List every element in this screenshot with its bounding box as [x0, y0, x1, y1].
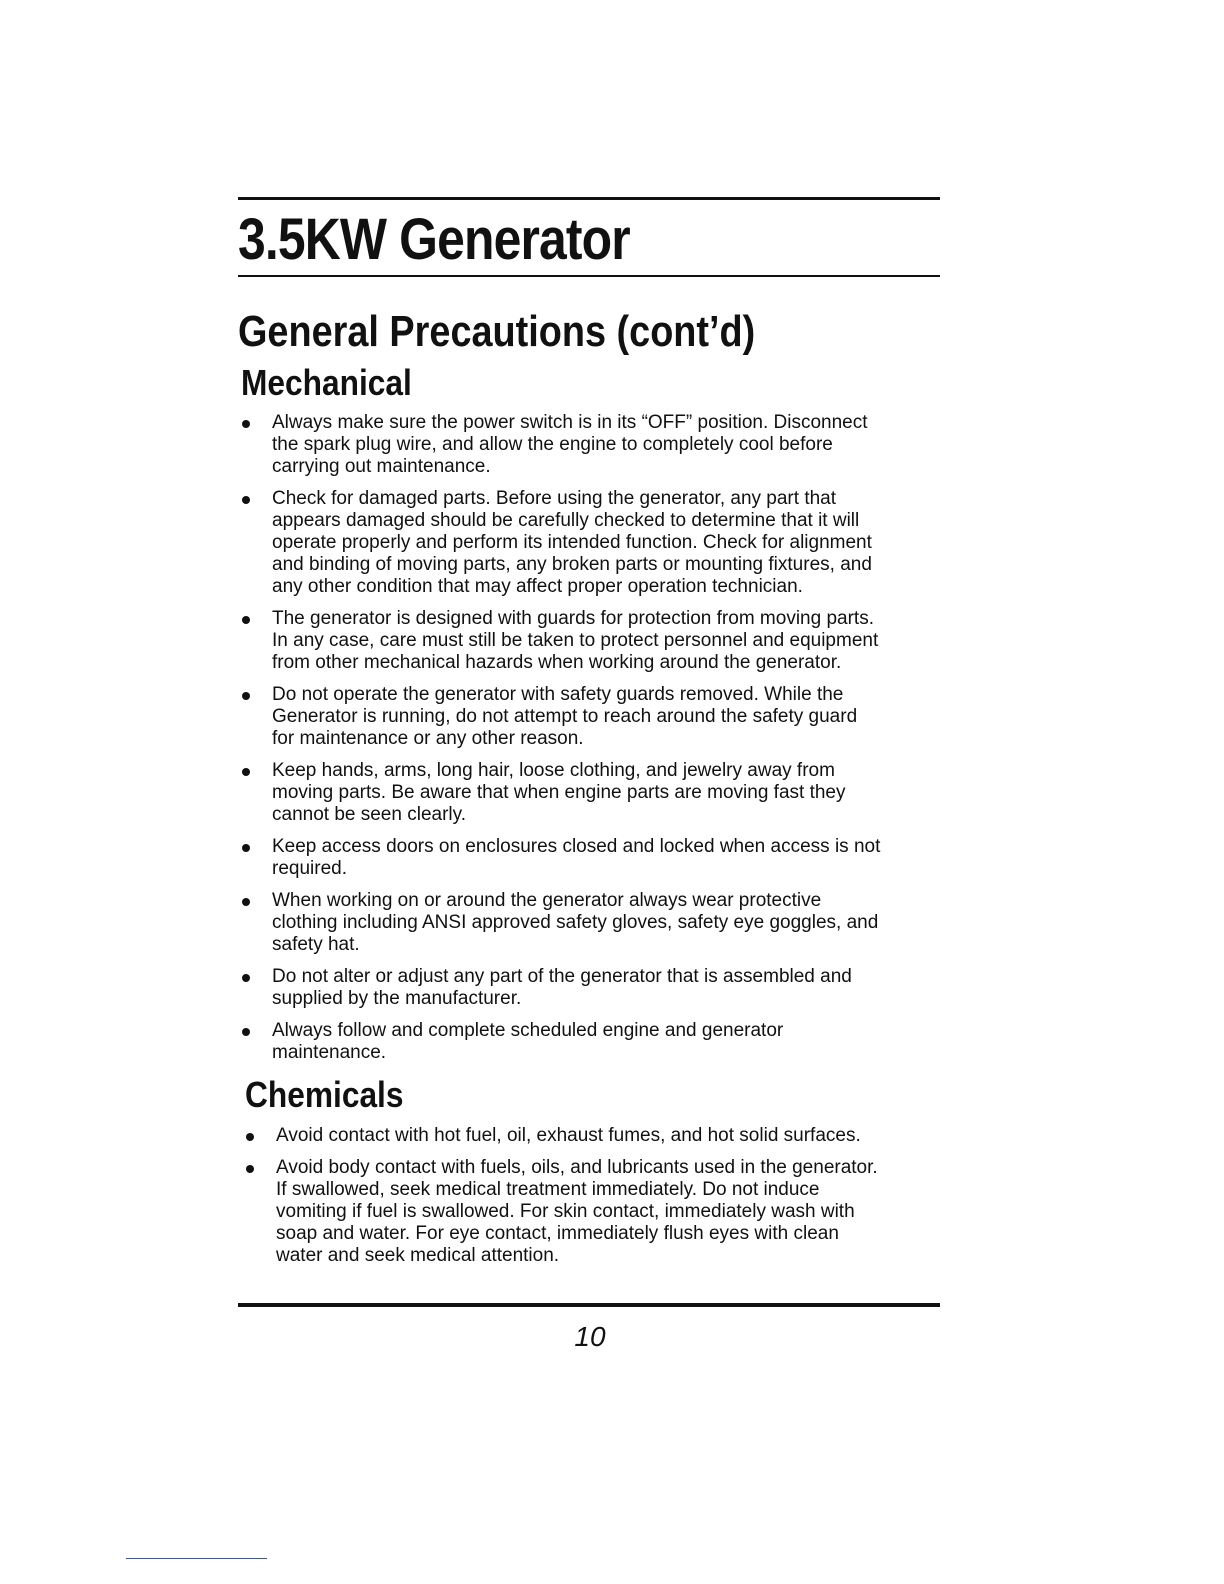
- mechanical-bullet-list: [238, 412, 938, 1074]
- bullet-text-line: When working on or around the generator always wear protective: [272, 890, 822, 911]
- mechanical-bullet-item: [238, 608, 938, 674]
- bullet-text-line: Avoid contact with hot fuel, oil, exhaust fumes, and hot solid surfaces.: [276, 1125, 861, 1146]
- bullet-dot-icon: [242, 768, 250, 776]
- mechanical-bullet-item: [238, 836, 938, 880]
- bullet-dot-icon: [242, 898, 250, 906]
- bullet-text-line: In any case, care must still be taken to protect personnel and equipment: [272, 630, 879, 651]
- mechanical-bullet-item: [238, 1020, 938, 1064]
- bullet-text-line: Always make sure the power switch is in its “OFF” position. Disconnect: [272, 412, 868, 433]
- footer-link-underline: [126, 1558, 267, 1559]
- bullet-text-line: the spark plug wire, and allow the engine to completely cool before: [272, 434, 833, 455]
- bullet-text-line: safety hat.: [272, 934, 360, 955]
- bullet-text-line: Keep hands, arms, long hair, loose clothing, and jewelry away from: [272, 760, 835, 781]
- mechanical-bullet-item: [238, 890, 938, 956]
- chemicals-bullet-item: [242, 1125, 942, 1147]
- bullet-text-line: Always follow and complete scheduled engine and generator: [272, 1020, 784, 1041]
- mechanical-heading: Mechanical: [241, 362, 412, 403]
- mechanical-bullet-item: [238, 684, 938, 750]
- mechanical-bullet-item: [238, 966, 938, 1010]
- bullet-text-line: Keep access doors on enclosures closed and locked when access is not: [272, 836, 881, 857]
- chemicals-heading: Chemicals: [245, 1074, 404, 1115]
- bullet-text-line: and binding of moving parts, any broken parts or mounting fixtures, and: [272, 554, 872, 575]
- bullet-text-line: Do not operate the generator with safety guards removed. While the: [272, 684, 844, 705]
- bullet-dot-icon: [242, 616, 250, 624]
- title-underline-rule: [238, 275, 940, 277]
- bullet-dot-icon: [242, 692, 250, 700]
- chemicals-bullet-list: [242, 1125, 942, 1277]
- bullet-text-line: moving parts. Be aware that when engine parts are moving fast they: [272, 782, 846, 803]
- bullet-dot-icon: [242, 1028, 250, 1036]
- bullet-text-line: from other mechanical hazards when working around the generator.: [272, 652, 842, 673]
- document-title: 3.5KW Generator: [238, 207, 630, 272]
- bullet-dot-icon: [242, 844, 250, 852]
- bullet-text-line: vomiting if fuel is swallowed. For skin contact, immediately wash with: [276, 1201, 855, 1222]
- bullet-dot-icon: [242, 420, 250, 428]
- bullet-text-line: maintenance.: [272, 1042, 387, 1063]
- bullet-text-line: water and seek medical attention.: [276, 1245, 560, 1266]
- mechanical-bullet-item: [238, 760, 938, 826]
- bullet-text-line: carrying out maintenance.: [272, 456, 491, 477]
- bullet-text-line: Do not alter or adjust any part of the generator that is assembled and: [272, 966, 852, 987]
- bullet-text-line: any other condition that may affect proper operation technician.: [272, 576, 803, 597]
- bullet-text-line: The generator is designed with guards for protection from moving parts.: [272, 608, 874, 629]
- bullet-text-line: Generator is running, do not attempt to reach around the safety guard: [272, 706, 858, 727]
- section-title: General Precautions (cont’d): [238, 307, 756, 356]
- chemicals-bullet-item: [242, 1157, 942, 1267]
- bullet-text-line: for maintenance or any other reason.: [272, 728, 584, 749]
- bullet-text-line: Check for damaged parts. Before using the generator, any part that: [272, 488, 837, 509]
- bullet-text-line: If swallowed, seek medical treatment immediately. Do not induce: [276, 1179, 820, 1200]
- top-rule: [238, 197, 940, 200]
- bullet-dot-icon: [242, 974, 250, 982]
- bottom-rule: [238, 1303, 940, 1307]
- mechanical-bullet-item: [238, 412, 938, 478]
- bullet-text-line: cannot be seen clearly.: [272, 804, 466, 825]
- bullet-text-line: operate properly and perform its intended function. Check for alignment: [272, 532, 872, 553]
- bullet-text-line: soap and water. For eye contact, immediately flush eyes with clean: [276, 1223, 839, 1244]
- bullet-text-line: appears damaged should be carefully checked to determine that it will: [272, 510, 860, 531]
- bullet-text-line: supplied by the manufacturer.: [272, 988, 522, 1009]
- bullet-dot-icon: [246, 1165, 254, 1173]
- bullet-text-line: required.: [272, 858, 347, 879]
- page-number: 10: [574, 1321, 606, 1352]
- bullet-text-line: clothing including ANSI approved safety gloves, safety eye goggles, and: [272, 912, 879, 933]
- bullet-text-line: Avoid body contact with fuels, oils, and lubricants used in the generator.: [276, 1157, 878, 1178]
- mechanical-bullet-item: [238, 488, 938, 598]
- bullet-dot-icon: [246, 1133, 254, 1141]
- bullet-dot-icon: [242, 496, 250, 504]
